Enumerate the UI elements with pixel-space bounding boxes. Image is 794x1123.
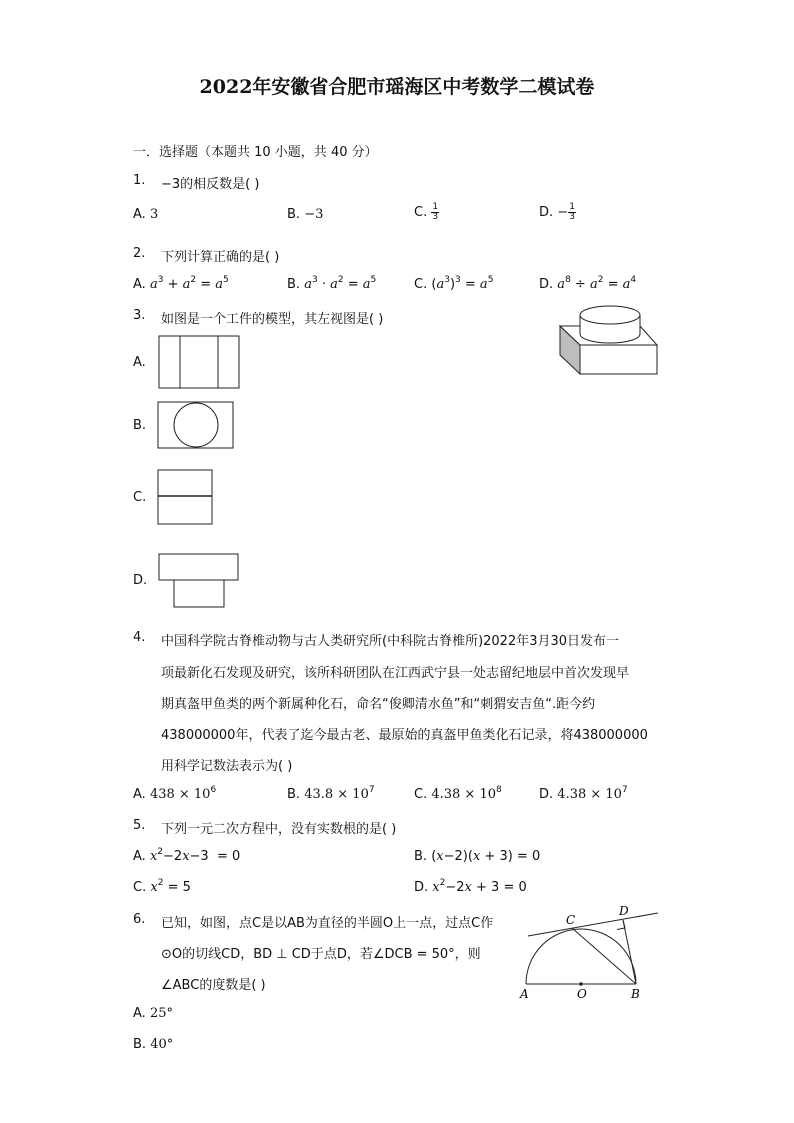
q3-option-c-figure (157, 469, 214, 526)
page-title: 2022年安徽省合肥市瑶海区中考数学二模试卷 (199, 76, 595, 98)
q3-option-d-figure (158, 553, 240, 610)
q6-line-2: ⊙O的切线CD，BD ⊥ CD于点D，若∠DCB = 50°，则 (161, 947, 481, 962)
q4-line-4: 438000000年，代表了迄今最古老、最原始的真盔甲鱼类化石记录，将438000000 (161, 728, 648, 743)
q3-option-a-figure (158, 335, 242, 390)
label-a: A (520, 987, 529, 1001)
q3-option-d: D. (133, 573, 148, 588)
q6-semicircle-figure (515, 900, 665, 1005)
q3-number: 3. (133, 308, 146, 323)
q6-option-b: B. 40° (133, 1037, 174, 1052)
q5-option-d: D. $x^2-2x + 3 = 0$ (414, 878, 527, 895)
q4-line-3: 期真盔甲鱼类的两个新属种化石，命名“俊卿清水鱼”和“刺猬安吉鱼“.距今约 (161, 697, 596, 712)
q2-option-b: B. $a^3 \cdot a^2 = a^5$ (287, 275, 377, 292)
label-d: D (619, 904, 629, 918)
q3-option-b-figure (157, 401, 235, 450)
q6-line-3: ∠ABC的度数是( ) (161, 978, 266, 993)
q2-option-d: D. $a^8 \div a^2 = a^4$ (539, 275, 637, 292)
q1-option-c: C. $\frac{1}{3}$ (414, 202, 439, 222)
q5-option-b: B. (x−2)(x + 3) = 0 (414, 849, 541, 864)
q4-option-c: C. $4.38 \times 10^8$ (414, 785, 502, 802)
q3-stem: 如图是一个工件的模型，其左视图是( ) (161, 312, 384, 327)
q5-number: 5. (133, 818, 146, 833)
q6-option-a: A. 25° (133, 1006, 173, 1021)
q1-option-d: D. − $\frac{1}{3}$ (539, 202, 575, 222)
q4-option-a: A. $438 \times 10^6$ (133, 785, 217, 802)
q4-line-2: 项最新化石发现及研究，该所科研团队在江西武宁县一处志留纪地层中首次发现早 (161, 666, 630, 681)
q1-option-a: A. 3 (133, 207, 159, 222)
q4-line-5: 用科学记数法表示为( ) (161, 759, 293, 774)
q5-option-a: A. $x^2-2x-3 = 0$ (133, 847, 241, 864)
label-o: O (577, 987, 587, 1001)
q6-number: 6. (133, 912, 146, 927)
q2-option-c: C. $(a^3)^3 = a^5$ (414, 275, 494, 292)
q6-line-1: 已知，如图，点C是以AB为直径的半圆O上一点，过点C作 (161, 916, 494, 931)
q2-stem: 下列计算正确的是( ) (161, 250, 280, 265)
q5-option-c: C. $x^2 = 5$ (133, 878, 191, 895)
q3-option-b: B. (133, 418, 147, 433)
q3-option-c: C. (133, 490, 147, 505)
q3-option-a: A. (133, 355, 146, 370)
section-heading: 一．选择题（本题共 10 小题，共 40 分） (133, 145, 378, 160)
q4-line-1: 中国科学院古脊椎动物与古人类研究所(中科院古脊椎所)2022年3月30日发布一 (161, 634, 620, 649)
q4-option-d: D. $4.38 \times 10^7$ (539, 785, 628, 802)
q1-stem: −3的相反数是( ) (161, 177, 260, 192)
q3-model-figure (556, 300, 662, 380)
label-b: B (631, 987, 640, 1001)
q2-option-a: A. $a^3 + a^2 = a^5$ (133, 275, 229, 292)
q5-stem: 下列一元二次方程中，没有实数根的是( ) (161, 822, 397, 837)
q4-number: 4. (133, 630, 146, 645)
q1-number: 1. (133, 173, 146, 188)
q4-option-b: B. $43.8 \times 10^7$ (287, 785, 375, 802)
label-c: C (566, 913, 576, 927)
q2-number: 2. (133, 246, 146, 261)
q1-option-b: B. −3 (287, 207, 324, 222)
